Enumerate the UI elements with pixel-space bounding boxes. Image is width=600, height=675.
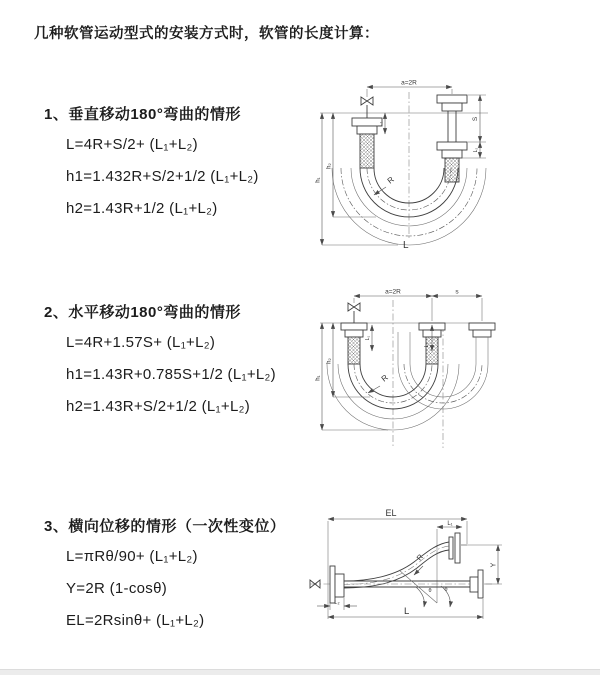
d1-dim-a2r-label: a=2R — [401, 79, 417, 87]
section-2-formula-L: L=4R+1.57S+ (L₁+L₂) — [66, 334, 216, 351]
d1-radius-label: R — [385, 174, 396, 186]
d3-dim-l2-label: L₂ — [334, 600, 340, 606]
d3-angle-label: θ — [428, 588, 432, 594]
d3-dim-l-label: L — [404, 606, 410, 617]
scan-edge — [0, 669, 600, 675]
d1-left-hose-leg — [360, 134, 374, 168]
d1-right-lower-flange — [437, 142, 467, 150]
diagram-lateral-displacement — [310, 508, 502, 619]
d3-upper-flange — [449, 537, 453, 559]
d1-length-label: L — [403, 240, 409, 251]
d2-dim-s-label: s — [455, 288, 459, 296]
valve-icon — [361, 97, 373, 105]
d3-right-flange — [470, 577, 478, 592]
d3-left-flange — [330, 566, 335, 603]
section-2-heading: 2、水平移动180°弯曲的情形 — [44, 304, 241, 321]
d3-dim-y-label: Y — [490, 562, 498, 568]
section-3-formula-L: L=πRθ/90+ (L₁+L₂) — [66, 548, 198, 565]
d1-dim-h1-label: h₁ — [315, 177, 322, 183]
d3-radius-label: R — [414, 552, 426, 563]
d3-angle-label-2: θ — [444, 587, 448, 593]
d1-right-top-flange — [437, 95, 467, 103]
d1-dim-l2-label: L₂ — [473, 147, 479, 153]
d2-dim-l2-label: L₂ — [424, 342, 430, 348]
section-3-heading: 3、横向位移的情形（一次性变位） — [44, 518, 286, 535]
d3-hose-curve — [343, 542, 449, 581]
d3-dim-l1-label: L₁ — [447, 521, 453, 527]
diagram-horizontal-180-bend — [316, 289, 496, 449]
d2-right-flange — [469, 323, 495, 330]
d1-dim-l1-label: L₁ — [378, 121, 384, 127]
d3-dim-el-label: EL — [385, 508, 397, 518]
section-1-formula-h1: h1=1.432R+S/2+1/2 (L₁+L₂) — [66, 168, 259, 185]
section-1-formula-h2: h2=1.43R+1/2 (L₁+L₂) — [66, 200, 218, 217]
d2-left-hose-leg — [348, 337, 360, 364]
section-3-formula-EL: EL=2Rsinθ+ (L₁+L₂) — [66, 612, 205, 629]
section-1-heading: 1、垂直移动180°弯曲的情形 — [44, 106, 241, 123]
d2-radius-label: R — [379, 372, 390, 384]
d2-dim-h1-label: h₁ — [315, 375, 322, 381]
d2-dim-h2-label: h₂ — [326, 358, 333, 364]
section-2-formula-h1: h1=1.43R+0.785S+1/2 (L₁+L₂) — [66, 366, 276, 383]
d1-dim-s-label: S — [472, 116, 479, 122]
section-1-formula-L: L=4R+S/2+ (L₁+L₂) — [66, 136, 198, 153]
section-2-formula-h2: h2=1.43R+S/2+1/2 (L₁+L₂) — [66, 398, 251, 415]
d2-dim-a2r-label: a=2R — [385, 288, 401, 296]
valve-icon — [348, 303, 360, 311]
page-title: 几种软管运动型式的安装方式时，软管的长度计算： — [34, 26, 379, 42]
d2-left-flange — [341, 323, 367, 330]
d1-dim-h2-label: h₂ — [326, 163, 333, 169]
diagram-vertical-180-bend — [316, 80, 489, 252]
d2-dim-l1-label: L₁ — [365, 335, 371, 341]
section-3-formula-Y: Y=2R (1-cosθ) — [66, 580, 168, 597]
